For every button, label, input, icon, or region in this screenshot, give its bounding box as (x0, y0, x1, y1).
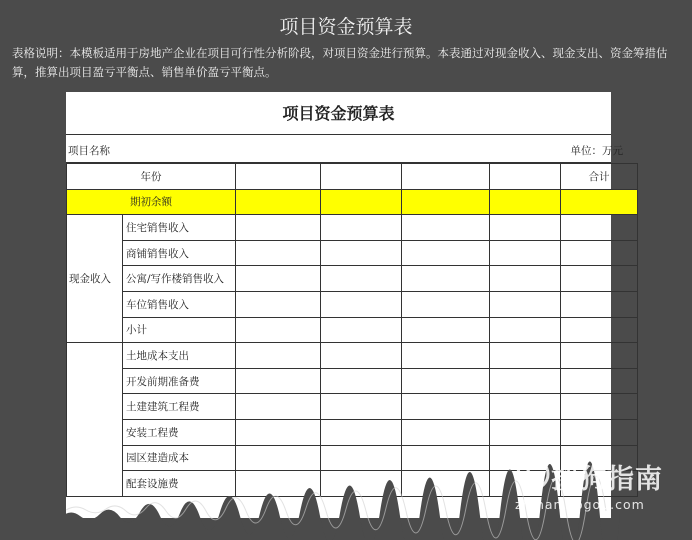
cell[interactable] (561, 343, 638, 369)
row-label: 小计 (123, 317, 236, 343)
table-row (67, 343, 638, 369)
cell[interactable] (236, 164, 321, 190)
cell[interactable] (402, 291, 490, 317)
cell[interactable] (490, 215, 561, 241)
row-label: 住宅销售收入 (123, 215, 236, 241)
cell[interactable] (402, 394, 490, 420)
sogou-logo-icon (515, 457, 551, 491)
cell[interactable] (561, 419, 638, 445)
cell[interactable] (561, 215, 638, 241)
opening-balance-row (67, 189, 638, 215)
cell[interactable] (402, 215, 490, 241)
cell[interactable] (561, 189, 638, 215)
cell[interactable] (561, 394, 638, 420)
cell[interactable] (321, 343, 402, 369)
sheet-title: 项目资金预算表 (66, 92, 611, 135)
table-row (67, 240, 638, 266)
row-label: 商铺销售收入 (123, 240, 236, 266)
table-row (67, 317, 638, 343)
cell[interactable] (561, 291, 638, 317)
cell[interactable] (490, 419, 561, 445)
cell[interactable] (402, 445, 490, 471)
cell[interactable] (402, 368, 490, 394)
cell[interactable] (490, 240, 561, 266)
table-row (67, 368, 638, 394)
cell[interactable] (561, 266, 638, 292)
opening-balance-label: 期初余额 (67, 189, 236, 215)
income-group-label: 现金收入 (67, 215, 123, 343)
cell[interactable] (236, 317, 321, 343)
cell[interactable] (402, 240, 490, 266)
cell[interactable] (561, 240, 638, 266)
year-header-row (67, 164, 638, 190)
cell[interactable] (236, 189, 321, 215)
cell[interactable] (236, 394, 321, 420)
table-row (67, 394, 638, 420)
watermark-url: zhinan.sogou.com (515, 497, 645, 512)
cell[interactable] (490, 164, 561, 190)
row-label: 土建建筑工程费 (123, 394, 236, 420)
row-label: 安装工程费 (123, 419, 236, 445)
cell[interactable] (321, 240, 402, 266)
cell[interactable] (321, 266, 402, 292)
cell[interactable] (402, 419, 490, 445)
cell[interactable] (236, 368, 321, 394)
cell[interactable] (236, 343, 321, 369)
cell[interactable] (236, 215, 321, 241)
budget-table (66, 163, 638, 497)
cell[interactable] (321, 215, 402, 241)
cell[interactable] (236, 419, 321, 445)
cell[interactable] (321, 291, 402, 317)
cell[interactable] (490, 291, 561, 317)
cell[interactable] (402, 164, 490, 190)
cell[interactable] (236, 240, 321, 266)
cell[interactable] (321, 394, 402, 420)
cell[interactable] (490, 189, 561, 215)
cell[interactable] (321, 445, 402, 471)
table-description: 表格说明：本模板适用于房地产企业在项目可行性分析阶段，对项目资金进行预算。本表通过对现金收入、现金支出、资金筹措估算，推算出项目盈亏平衡点、销售单价盈亏平衡点。 (12, 46, 668, 79)
year-header: 年份 (67, 164, 236, 190)
table-row (67, 291, 638, 317)
cell[interactable] (490, 394, 561, 420)
cell[interactable] (561, 368, 638, 394)
cell[interactable] (321, 189, 402, 215)
page-title: 项目资金预算表 (279, 16, 413, 38)
cell[interactable] (561, 317, 638, 343)
cell[interactable] (402, 189, 490, 215)
row-label: 公寓/写作楼销售收入 (123, 266, 236, 292)
cell[interactable] (402, 343, 490, 369)
cell[interactable] (321, 368, 402, 394)
watermark-brand: 搜狗指南 (551, 464, 663, 495)
total-header: 合计 (561, 164, 638, 190)
sogou-watermark (515, 455, 685, 515)
cell[interactable] (402, 317, 490, 343)
cell[interactable] (490, 266, 561, 292)
cell[interactable] (490, 368, 561, 394)
expense-group-label (67, 343, 123, 497)
cell[interactable] (321, 164, 402, 190)
table-row (67, 215, 638, 241)
cell[interactable] (321, 419, 402, 445)
table-row (67, 266, 638, 292)
cell[interactable] (490, 317, 561, 343)
cell[interactable] (236, 291, 321, 317)
row-label: 配套设施费 (123, 471, 236, 497)
row-label: 车位销售收入 (123, 291, 236, 317)
project-name-label: 项目名称 (68, 145, 110, 157)
row-label: 园区建造成本 (123, 445, 236, 471)
row-label: 开发前期准备费 (123, 368, 236, 394)
meta-row (66, 135, 623, 163)
table-row (67, 419, 638, 445)
cell[interactable] (490, 343, 561, 369)
row-label: 土地成本支出 (123, 343, 236, 369)
cell[interactable] (321, 317, 402, 343)
cell[interactable] (402, 266, 490, 292)
unit-label: 单位：万元 (570, 145, 623, 157)
cell[interactable] (236, 266, 321, 292)
cell[interactable] (236, 445, 321, 471)
